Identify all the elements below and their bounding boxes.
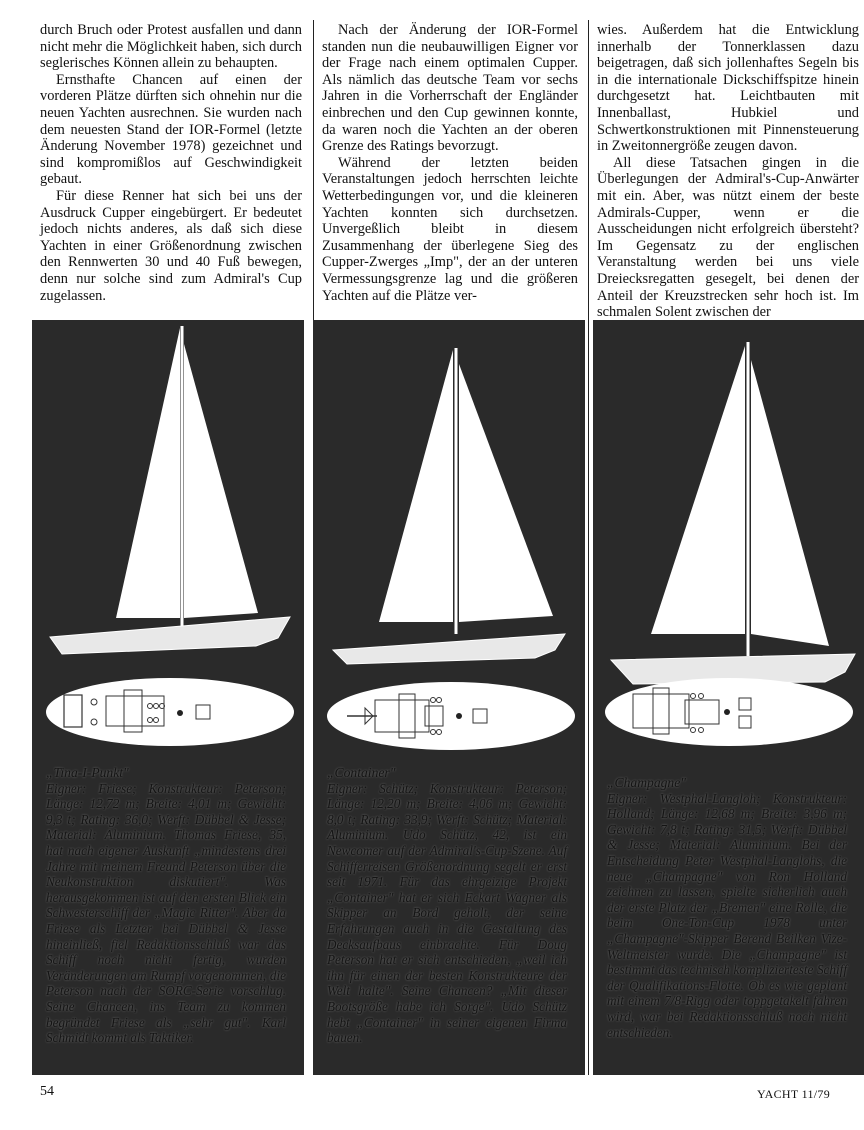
paragraph: Für diese Renner hat sich bei uns der Ausdruck Cupper eingebürgert. Er bedeutet jedoch nichts anderes, als daß sich diese Yachten in einer Größenordnung zwischen den Rennwerten 30 und 40 Fuß bewegen, denn nur solche sind zum Admiral's Cup zugelassen. <box>40 187 302 304</box>
yacht-panel-champagne <box>593 320 864 1075</box>
caption-text: Eigner: Schütz; Konstrukteur: Peterson; Länge: 12,20 m; Breite: 4,06 m; Gewicht: 8,0 t; Rating: 33,9; Werft: Schütz; Material: Aluminium. Udo Schütz, 42, ist ein Newcomer auf der Admiral's-Cup-Szene. Auf Schifferreisen Größenordnung segelt er erst seit 1971. Für das ehrgeizige Projekt „Container" hat er sich Eckart Wagner als Skipper an Bord geholt, der seine Erfahrungen auch in die Gestaltung des Decksaufbaus einbrachte. Für Doug Peterson hat er sich entschieden, „weil ich ihn für einen der besten Konstrukteure der Welt halte". Seine Chancen? „Mit dieser Bootsgröße habe ich Sorge". Udo Schütz hebt „Container" in seiner eigenen Firma bauen. <box>327 780 567 1046</box>
paragraph: Nach der Änderung der IOR-Formel standen nun die neubauwilligen Eigner vor der Frage nach einem optimalen Cupper. Als nämlich das deutsche Team vor sechs Jahren in die Vorherrschaft der Engländer einbrechen und den Cup gewinnen konnte, da waren noch die Yachten an der oberen Grenze des Ratings bevorzugt. <box>322 22 578 155</box>
paragraph: wies. Außerdem hat die Entwicklung innerhalb der Tonnerklassen dazu beigetragen, daß sich jollenhaftes Segeln bis in die internationale Dickschiffspitze hinein durchgesetzt hat. Leichtbauten mit Innenballast, Hubkiel und Schwertkonstruktionen mit Pinnensteuerung in Zweitonnergröße zeugen davon. <box>597 22 859 155</box>
article-column-1 <box>40 22 302 304</box>
yacht-caption-tina <box>46 765 286 1046</box>
article-column-2 <box>322 22 578 304</box>
column-rule-2 <box>588 20 589 1075</box>
caption-title: „Container" <box>327 765 396 780</box>
yacht-panel-tina <box>32 320 304 1075</box>
article-column-3 <box>597 22 859 321</box>
yacht-caption-container <box>327 765 567 1046</box>
caption-text: Eigner: Friese; Konstrukteur: Peterson; Länge: 12,72 m; Breite: 4,01 m; Gewicht: 9,3 t; Rating: 36,0; Werft: Dübbel & Jesse; Material: Aluminium. Thomas Friese, 35, hat nach eigener Auskunft „mindestens drei Jahre mit meinem Freund Peterson über die Neukonstruktion diskutiert". Was herausgekommen ist auf den ersten Blick ein Schwesterschiff der „Magic Ritter". Aber da Friese als Letzter bei Dübbel & Jesse hineinließ, fiel Redaktionsschluß war das Schiff noch nicht fertig, wurden Veränderungen am Rumpf vorgenommen, die Peterson nach der SORC-Serie vorschlug. Seine Chancen, ins Team zu kommen begründet Friese als „sehr gut". Karl Schmidt kommt als Taktiker. <box>46 780 286 1046</box>
caption-title: „Champagne" <box>607 775 686 790</box>
paragraph: All diese Tatsachen gingen in die Überlegungen der Admiral's-Cup-Anwärter mit ein. Aber, was nützt einem der beste Admirals-Cupper, wenn er die Ausscheidungen nicht erfolgreich übersteht? Im Gegensatz zu der englischen Veranstaltung werden bei uns viele Dreiecksregatten gesegelt, bei denen der Anteil der Kreuzstrecken sehr hoch ist. Im schmalen Solent zwischen der <box>597 154 859 321</box>
paragraph: durch Bruch oder Protest ausfallen und dann nicht mehr die Möglichkeit haben, sich durch seglerisches Können allein zu behaupten. <box>40 22 302 72</box>
paragraph: Während der letzten beiden Veranstaltungen jedoch herrschten leichte Wetterbedingungen vor, und die kleineren Yachten konnten sich durchsetzen. Unvergeßlich bleibt in diesem Zusammenhang der überlegene Sieg des Cupper-Zwerges „Imp", der an der unteren Vermessungsgrenze lag und die größeren Yachten auf die Plätze ver- <box>322 154 578 304</box>
caption-text: Eigner: Westphal-Langloh; Konstrukteur: Holland; Länge: 12,68 m; Breite: 3,96 m; Gewicht: 7,8 t; Rating: 31,5; Werft: Dübbel & Jesse; Material: Aluminium. Bei der Entscheidung Peter Westphal-Langlohs, die neue „Champagne" von Ron Holland zeichnen zu lassen, spielte sicherlich auch der erste Platz der „Bremen" eine Rolle, die beim One-Ton-Cup 1978 unter „Champagne"-Skipper Berend Beilken Vize-Weltmeister wurde. Die „Champagne" ist bestimmt das technisch komplizierteste Schiff der Qualifikations-Flotte. Ob es wie geplant mit einem 7/8-Rigg oder toppgetakelt fahren wird, war bei Redaktionsschluß noch nicht entschieden. <box>607 790 847 1040</box>
paragraph: Ernsthafte Chancen auf einen der vorderen Plätze dürften sich ohnehin nur die neuen Yachten ausrechnen. Sie wurden nach dem neuesten Stand der IOR-Formel (letzte Änderung November 1978) gezeichnet und sind kompromißlos auf Geschwindigkeit gebaut. <box>40 71 302 188</box>
page-number: 54 <box>40 1084 54 1099</box>
yacht-caption-champagne <box>607 775 847 1040</box>
caption-title: „Tina-I-Punkt" <box>46 765 129 780</box>
magazine-issue: YACHT 11/79 <box>757 1087 830 1101</box>
yacht-panel-container <box>313 320 585 1075</box>
